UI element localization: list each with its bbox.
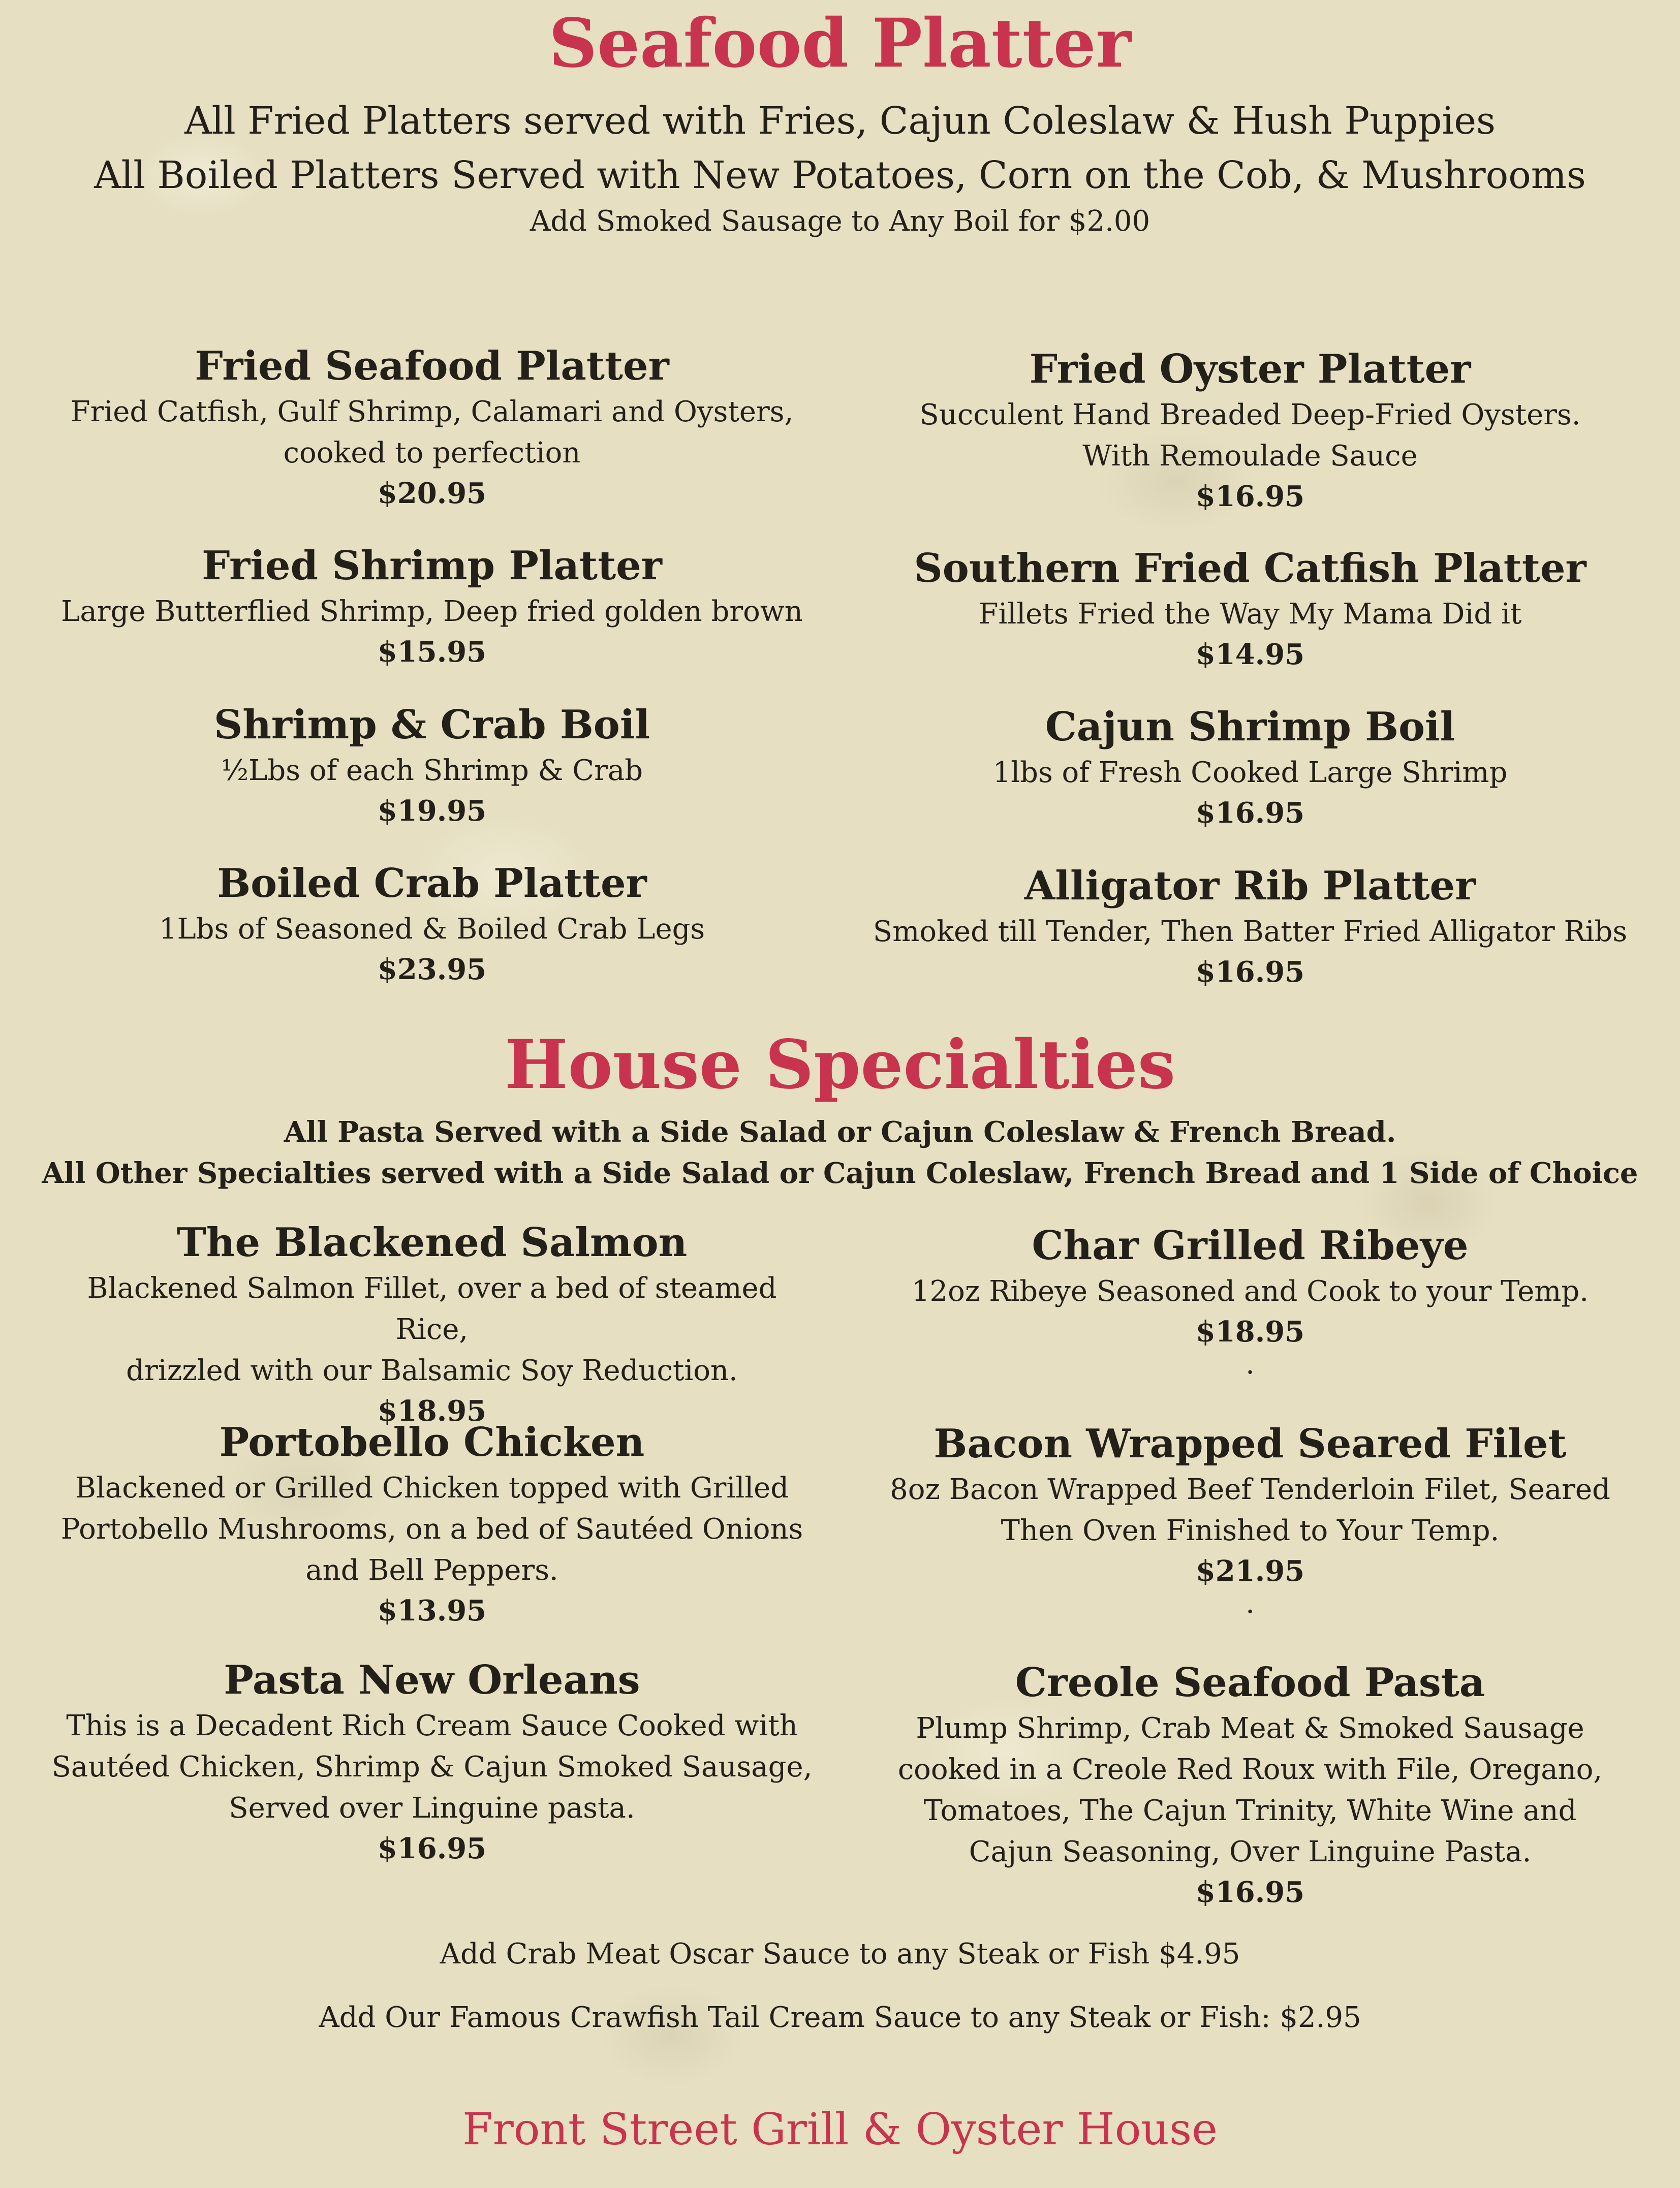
item-description: drizzled with our Balsamic Soy Reduction. [126,1354,738,1387]
house-intro [0,1112,1680,1194]
item-name: Fried Oyster Platter [1029,346,1471,392]
item-description: Blackened Salmon Fillet, over a bed of steamed Rice, [87,1271,777,1346]
house-header [0,1025,1680,1104]
item-description: Sautéed Chicken, Shrimp & Cajun Smoked Sausage, [51,1750,813,1784]
item-name: Alligator Rib Platter [1024,863,1476,909]
item-description: Cajun Seasoning, Over Linguine Pasta. [969,1835,1532,1869]
item-dot: . [1246,1348,1255,1381]
item-description: 12oz Ribeye Seasoned and Cook to your Temp. [911,1274,1589,1308]
item-description: 1Lbs of Seasoned & Boiled Crab Legs [159,912,705,946]
item-price: $16.95 [1195,796,1305,830]
item-description: cooked in a Creole Red Roux with File, Oregano, [897,1753,1603,1786]
addon-note-oscar: Add Crab Meat Oscar Sauce to any Steak or Fish $4.95 [440,1937,1240,1971]
item-description: 8oz Bacon Wrapped Beef Tenderloin Filet, Seared [890,1473,1610,1506]
item-price: $16.95 [1195,955,1305,989]
item-description: Fillets Fried the Way My Mama Did it [978,597,1522,631]
menu-item [864,702,1636,833]
restaurant-name: Front Street Grill & Oyster House [462,2104,1218,2155]
item-name: Fried Shrimp Platter [202,543,662,589]
item-name: Cajun Shrimp Boil [1045,704,1455,750]
menu-item [51,1418,813,1631]
menu-item [51,1655,813,1868]
item-price: $20.95 [377,476,487,510]
house-intro-pasta: All Pasta Served with a Side Salad or Cajun Coleslaw & French Bread. [284,1115,1396,1149]
seafood-intro [0,94,1680,240]
seafood-title: Seafood Platter [548,4,1132,83]
house-title: House Specialties [504,1025,1176,1104]
item-price: $23.95 [377,952,487,986]
item-price: $18.95 [377,1394,487,1428]
item-name: Boiled Crab Platter [217,860,647,907]
item-description: and Bell Peppers. [305,1553,558,1587]
item-description: Smoked till Tender, Then Batter Fried Alligator Ribs [873,915,1628,948]
menu-item [864,345,1636,516]
item-description: 1lbs of Fresh Cooked Large Shrimp [992,756,1508,789]
seafood-intro-boiled: All Boiled Platters Served with New Potatoes, Corn on the Cob, & Mushrooms [94,153,1586,198]
menu-item [51,700,813,831]
menu-item [51,341,813,513]
item-description: ½Lbs of each Shrimp & Crab [221,754,643,787]
menu-item [51,541,813,672]
seafood-intro-sausage: Add Smoked Sausage to Any Boil for $2.00 [530,204,1150,238]
item-price: $19.95 [377,794,487,828]
item-price: $16.95 [1195,1876,1305,1910]
item-description: Plump Shrimp, Crab Meat & Smoked Sausage [916,1711,1584,1745]
item-description: With Remoulade Sauce [1082,439,1418,473]
item-description: Portobello Mushrooms, on a bed of Sautéed Onions [60,1512,803,1546]
item-name: Portobello Chicken [219,1419,645,1465]
menu-item [864,861,1636,992]
item-price: $14.95 [1195,637,1305,671]
item-dot: . [1246,1587,1255,1620]
item-price: $16.95 [377,1832,487,1866]
menu-item [864,1419,1636,1620]
item-description: cooked to perfection [283,436,581,470]
addon-note-crawfish: Add Our Famous Crawfish Tail Cream Sauce to any Steak or Fish: $2.95 [319,2001,1361,2034]
item-description: Tomatoes, The Cajun Trinity, White Wine and [923,1794,1577,1827]
item-name: Creole Seafood Pasta [1015,1660,1485,1706]
menu-item [864,1221,1636,1381]
item-price: $15.95 [377,635,487,669]
item-price: $18.95 [1195,1315,1305,1349]
item-price: $21.95 [1195,1554,1305,1588]
seafood-header [0,4,1680,83]
item-name: Bacon Wrapped Seared Filet [934,1421,1567,1467]
item-description: Large Butterflied Shrimp, Deep fried golden brown [61,595,803,628]
item-description: This is a Decadent Rich Cream Sauce Cooked with [66,1709,798,1742]
item-name: Pasta New Orleans [224,1657,640,1703]
item-description: Fried Catfish, Gulf Shrimp, Calamari and Oysters, [70,395,794,428]
item-description: Served over Linguine pasta. [229,1791,635,1825]
item-price: $16.95 [1195,479,1305,513]
item-price: $13.95 [377,1594,487,1628]
menu-item [51,859,813,989]
item-description: Succulent Hand Breaded Deep-Fried Oysters. [919,398,1581,431]
seafood-intro-fried: All Fried Platters served with Fries, Cajun Coleslaw & Hush Puppies [184,99,1496,143]
menu-item [864,1658,1636,1913]
item-name: Shrimp & Crab Boil [213,702,650,748]
menu-item [864,544,1636,674]
item-description: Then Oven Finished to Your Temp. [1001,1514,1500,1547]
item-name: Fried Seafood Platter [195,343,669,389]
item-name: Char Grilled Ribeye [1032,1223,1469,1269]
house-intro-other: All Other Specialties served with a Side Salad or Cajun Coleslaw, French Bread and 1 Side of Choice [42,1156,1638,1191]
item-name: The Blackened Salmon [176,1220,688,1266]
menu-item [51,1218,813,1431]
item-description: Blackened or Grilled Chicken topped with Grilled [75,1471,789,1505]
item-name: Southern Fried Catfish Platter [914,545,1586,591]
